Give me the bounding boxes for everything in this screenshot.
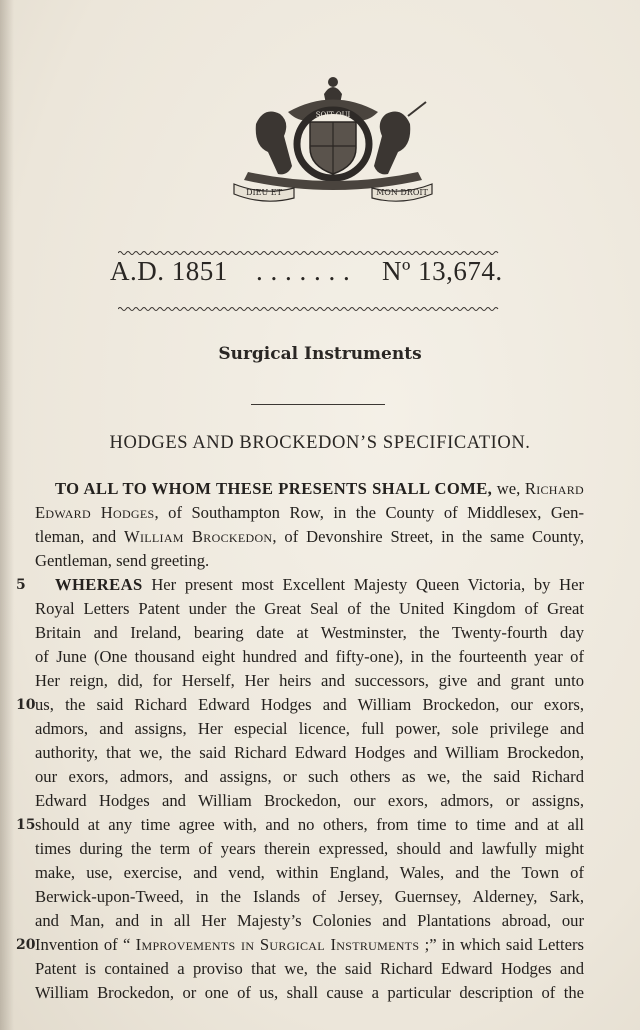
motto-right-text: MON DROIT (376, 188, 428, 197)
text-segment: times during the term of years therein expressed, should and lawfully might (35, 839, 584, 858)
text-segment: Her reign, did, for Herself, Her heirs and successors, give and grant unto (35, 671, 584, 690)
line-number: 20 (16, 937, 36, 953)
text-line (35, 789, 584, 813)
text-segment: make, use, exercise, and vend, within England, Wales, and the Town of (35, 863, 584, 882)
text-line (35, 525, 584, 549)
motto-left-text: DIEU ET (246, 188, 282, 197)
text-line (35, 501, 584, 525)
text-segment: we, (492, 479, 525, 498)
document-title: Surgical Instruments (218, 344, 422, 364)
text-segment: Patent is contained a proviso that we, the said Richard Edward Hodges and (35, 959, 584, 978)
text-line (35, 885, 584, 909)
text-segment: Invention of “ (35, 935, 136, 954)
reference-dots: . . . . . . . (256, 256, 351, 286)
text-line (35, 765, 584, 789)
text-segment: Improvements in Surgical Instruments (135, 935, 420, 954)
text-line (35, 717, 584, 741)
text-segment: tleman, and (35, 527, 125, 546)
text-segment: TO ALL TO WHOM THESE PRESENTS SHALL COME, (55, 479, 493, 498)
text-line (35, 669, 584, 693)
text-line (35, 909, 584, 933)
text-segment: , of Devonshire Street, in the same County, (272, 527, 584, 546)
text-segment: Edward Hodges (35, 503, 155, 522)
text-segment: our exors, admors, and assigns, or such others as we, the said Richard (35, 767, 584, 786)
text-line (35, 645, 584, 669)
text-segment: and Man, and in all Her Majesty’s Colonies and Plantations abroad, our (35, 911, 584, 930)
text-segment: should at any time agree with, and no others, from time to time and at all (35, 815, 584, 834)
text-segment: William Brockedon (124, 527, 273, 546)
text-line (35, 621, 584, 645)
text-line (35, 957, 584, 981)
ad-year-label: A.D. 1851 (110, 256, 228, 286)
text-line (35, 933, 584, 957)
text-segment: of June (One thousand eight hundred and fifty-one), in the fourteenth year of (35, 647, 584, 666)
text-line (55, 477, 584, 501)
text-line (35, 597, 584, 621)
text-segment: Richard (524, 479, 584, 498)
text-segment: William Brockedon, or one of us, shall cause a particular description of the (35, 983, 584, 1002)
text-segment: Berwick-upon-Tweed, in the Islands of Jersey, Guernsey, Alderney, Sark, (35, 887, 584, 906)
text-segment: Edward Hodges and William Brockedon, our exors, admors, or assigns, (35, 791, 584, 810)
text-segment: Her present most Excellent Majesty Queen Victoria, by Her (142, 575, 584, 594)
patent-number: Nº 13,674. (382, 256, 503, 286)
text-segment: Gentleman, send greeting. (35, 551, 210, 570)
line-number: 5 (16, 577, 26, 593)
text-segment: ;” in which said Letters (419, 935, 584, 954)
specification-heading: HODGES AND BROCKEDON’S SPECIFICATION. (109, 433, 531, 453)
text-segment: Britain and Ireland, bearing date at Westminster, the Twenty-fourth day (35, 623, 584, 642)
text-line (35, 981, 584, 1005)
text-segment: authority, that we, the said Richard Edward Hodges and William Brockedon, (35, 743, 584, 762)
text-segment: us, the said Richard Edward Hodges and William Brockedon, our exors, (35, 695, 584, 714)
text-segment: , of Southampton Row, in the County of Middlesex, Gen- (154, 503, 584, 522)
line-number: 15 (16, 817, 36, 833)
text-segment: WHEREAS (55, 575, 143, 594)
text-line (55, 573, 584, 597)
text-segment: admors, and assigns, Her especial licence, full power, sole privilege and (35, 719, 584, 738)
text-line (35, 861, 584, 885)
text-line (35, 813, 584, 837)
text-segment: Royal Letters Patent under the Great Seal of the United Kingdom of Great (35, 599, 584, 618)
garter-motto-text: SOIT QUI (315, 111, 351, 119)
text-line (35, 837, 584, 861)
line-number: 10 (16, 697, 36, 713)
text-line (35, 549, 584, 573)
text-line (35, 693, 584, 717)
text-line (35, 741, 584, 765)
